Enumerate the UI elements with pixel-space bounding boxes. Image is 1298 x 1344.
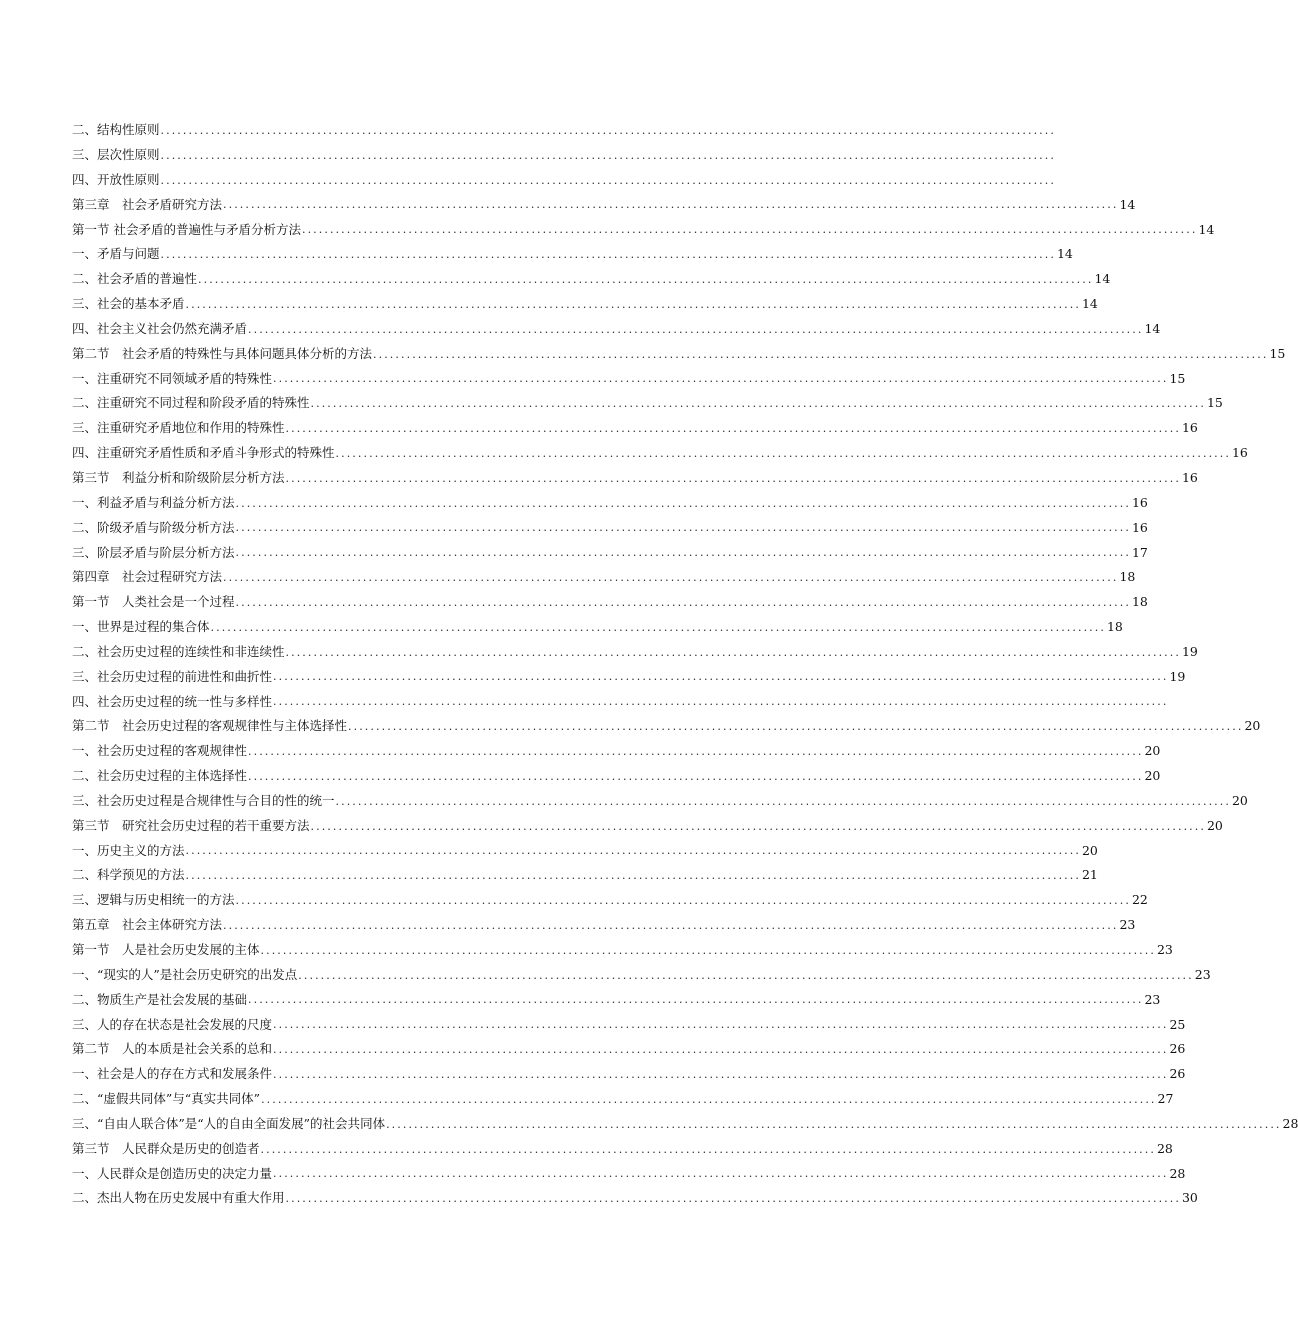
- toc-entry-page: 16: [1181, 420, 1198, 436]
- toc-entry[interactable]: [72, 317, 1161, 342]
- toc-entry-page: 23: [1119, 917, 1136, 933]
- toc-entry-page: 19: [1181, 643, 1198, 659]
- toc-entry-page: 26: [1169, 1066, 1186, 1082]
- toc-entry[interactable]: [72, 1012, 1186, 1037]
- toc-entry[interactable]: [72, 1037, 1186, 1062]
- toc-entry[interactable]: [72, 366, 1186, 391]
- dot-leader: ................................................................................................................................................................: [160, 123, 1056, 137]
- toc-entry-page: 16: [1231, 445, 1248, 461]
- dot-leader: ................................................................................................................................................................: [335, 794, 1231, 808]
- toc-entry[interactable]: [72, 242, 1073, 267]
- toc-entry-title: 第三节 研究社会历史过程的若干重要方法: [72, 817, 310, 833]
- toc-entry[interactable]: [72, 590, 1148, 615]
- toc-entry[interactable]: [72, 391, 1223, 416]
- toc-entry-title: 二、注重研究不同过程和阶段矛盾的特殊性: [72, 395, 310, 411]
- toc-entry-title: 三、层次性原则: [72, 147, 160, 163]
- toc-entry-title: 二、物质生产是社会发展的基础: [72, 991, 248, 1007]
- toc-entry[interactable]: [72, 292, 1098, 317]
- dot-leader: ................................................................................................................................................................: [273, 695, 1169, 709]
- dot-leader: ................................................................................................................................................................: [248, 993, 1144, 1007]
- toc-entry-title: 一、人民群众是创造历史的决定力量: [72, 1165, 273, 1181]
- toc-entry-title: 一、社会是人的存在方式和发展条件: [72, 1066, 273, 1082]
- dot-leader: ................................................................................................................................................................: [160, 148, 1056, 162]
- toc-entry[interactable]: [72, 888, 1148, 913]
- toc-entry[interactable]: [72, 615, 1123, 640]
- dot-leader: ................................................................................................................................................................: [285, 1192, 1181, 1206]
- toc-entry-title: 三、人的存在状态是社会发展的尺度: [72, 1016, 273, 1032]
- dot-leader: ................................................................................................................................................................: [235, 521, 1131, 535]
- dot-leader: ................................................................................................................................................................: [298, 968, 1194, 982]
- toc-entry-page: 14: [1144, 320, 1161, 336]
- toc-entry-title: 四、开放性原则: [72, 171, 160, 187]
- toc-entry[interactable]: [72, 838, 1098, 863]
- toc-entry-title: 一、矛盾与问题: [72, 246, 160, 262]
- toc-entry-page: 19: [1169, 668, 1186, 684]
- toc-entry-page: 30: [1181, 1190, 1198, 1206]
- toc-entry-page: 14: [1198, 221, 1215, 237]
- dot-leader: ................................................................................................................................................................: [235, 546, 1131, 560]
- toc-entry-title: 一、社会历史过程的客观规律性: [72, 743, 248, 759]
- toc-entry[interactable]: [72, 342, 1286, 367]
- toc-entry[interactable]: [72, 168, 1056, 193]
- toc-entry-title: 四、社会主义社会仍然充满矛盾: [72, 320, 248, 336]
- toc-entry-title: 三、社会历史过程是合规律性与合目的性的统一: [72, 792, 335, 808]
- dot-leader: ................................................................................................................................................................: [223, 571, 1119, 585]
- toc-entry[interactable]: [72, 863, 1098, 888]
- toc-entry[interactable]: [72, 466, 1198, 491]
- dot-leader: ................................................................................................................................................................: [261, 1092, 1157, 1106]
- toc-entry[interactable]: [72, 689, 1169, 714]
- toc-entry-title: 第三节 人民群众是历史的创造者: [72, 1140, 260, 1156]
- toc-entry-page: 16: [1131, 519, 1148, 535]
- toc-entry-page: 14: [1094, 271, 1111, 287]
- toc-entry-page: 20: [1231, 792, 1248, 808]
- dot-leader: ................................................................................................................................................................: [260, 1142, 1156, 1156]
- toc-entry[interactable]: [72, 267, 1111, 292]
- toc-entry-title: 第二节 社会矛盾的特殊性与具体问题具体分析的方法: [72, 345, 373, 361]
- toc-entry-title: 第五章 社会主体研究方法: [72, 917, 223, 933]
- dot-leader: ................................................................................................................................................................: [248, 322, 1144, 336]
- toc-entry[interactable]: [72, 714, 1261, 739]
- toc-entry-title: 第一节 社会矛盾的普遍性与矛盾分析方法: [72, 221, 301, 237]
- toc-entry[interactable]: [72, 118, 1056, 143]
- toc-entry-page: 20: [1144, 768, 1161, 784]
- toc-entry[interactable]: [72, 565, 1136, 590]
- toc-entry[interactable]: [72, 217, 1215, 242]
- toc-entry-title: 四、社会历史过程的统一性与多样性: [72, 693, 273, 709]
- dot-leader: ................................................................................................................................................................: [235, 894, 1131, 908]
- toc-entry[interactable]: [72, 540, 1148, 565]
- toc-entry-page: 20: [1244, 718, 1261, 734]
- toc-entry-title: 三、“自由人联合体”是“人的自由全面发展”的社会共同体: [72, 1115, 386, 1131]
- dot-leader: ................................................................................................................................................................: [285, 645, 1181, 659]
- toc-entry-page: 27: [1157, 1091, 1174, 1107]
- toc-entry-page: 14: [1119, 196, 1136, 212]
- dot-leader: ................................................................................................................................................................: [223, 198, 1119, 212]
- toc-entry-page: 28: [1282, 1115, 1298, 1131]
- toc-entry[interactable]: [72, 1137, 1173, 1162]
- toc-entry-title: 第一节 人类社会是一个过程: [72, 594, 235, 610]
- toc-entry-page: 28: [1156, 1140, 1173, 1156]
- toc-entry-page: 16: [1131, 494, 1148, 510]
- toc-entry[interactable]: [72, 441, 1248, 466]
- toc-entry[interactable]: [72, 814, 1223, 839]
- toc-entry[interactable]: [72, 193, 1136, 218]
- toc-entry-page: 23: [1194, 966, 1211, 982]
- dot-leader: ................................................................................................................................................................: [273, 1043, 1169, 1057]
- dot-leader: ................................................................................................................................................................: [185, 297, 1081, 311]
- toc-entry-page: 15: [1269, 345, 1286, 361]
- toc-entry-page: 20: [1206, 817, 1223, 833]
- dot-leader: ................................................................................................................................................................: [260, 943, 1156, 957]
- toc-entry[interactable]: [72, 1186, 1198, 1211]
- toc-entry-page: 20: [1081, 842, 1098, 858]
- dot-leader: ................................................................................................................................................................: [285, 471, 1181, 485]
- toc-entry-title: 三、社会历史过程的前进性和曲折性: [72, 668, 273, 684]
- toc-entry-title: 三、社会的基本矛盾: [72, 296, 185, 312]
- toc-entry-title: 三、阶层矛盾与阶层分析方法: [72, 544, 235, 560]
- toc-entry-page: 15: [1169, 370, 1186, 386]
- toc-entry[interactable]: [72, 938, 1173, 963]
- dot-leader: ................................................................................................................................................................: [273, 1067, 1169, 1081]
- toc-entry[interactable]: [72, 988, 1161, 1013]
- toc-entry-page: 21: [1081, 867, 1098, 883]
- dot-leader: ................................................................................................................................................................: [285, 422, 1181, 436]
- toc-entry-title: 第一节 人是社会历史发展的主体: [72, 942, 260, 958]
- toc-entry[interactable]: [72, 516, 1148, 541]
- dot-leader: ................................................................................................................................................................: [273, 670, 1169, 684]
- toc-entry[interactable]: [72, 764, 1161, 789]
- dot-leader: ................................................................................................................................................................: [386, 1117, 1282, 1131]
- dot-leader: ................................................................................................................................................................: [310, 397, 1206, 411]
- toc-entry-title: 第三章 社会矛盾研究方法: [72, 196, 223, 212]
- dot-leader: ................................................................................................................................................................: [273, 1167, 1169, 1181]
- dot-leader: ................................................................................................................................................................: [348, 720, 1244, 734]
- toc-entry-title: 二、杰出人物在历史发展中有重大作用: [72, 1190, 285, 1206]
- dot-leader: ................................................................................................................................................................: [310, 819, 1206, 833]
- toc-entry-page: 23: [1144, 991, 1161, 1007]
- toc-entry[interactable]: [72, 913, 1136, 938]
- toc-entry-title: 一、注重研究不同领域矛盾的特殊性: [72, 370, 273, 386]
- toc-entry-title: 三、逻辑与历史相统一的方法: [72, 892, 235, 908]
- toc-entry[interactable]: [72, 1087, 1174, 1112]
- toc-entry[interactable]: [72, 416, 1198, 441]
- dot-leader: ................................................................................................................................................................: [185, 869, 1081, 883]
- toc-entry[interactable]: [72, 739, 1161, 764]
- toc-entry-page: 18: [1106, 619, 1123, 635]
- toc-entry-page: 25: [1169, 1016, 1186, 1032]
- toc-entry-page: 18: [1131, 594, 1148, 610]
- toc-entry-title: 二、科学预见的方法: [72, 867, 185, 883]
- toc-entry-page: 14: [1081, 296, 1098, 312]
- toc-entry-page: 17: [1131, 544, 1148, 560]
- dot-leader: ................................................................................................................................................................: [273, 1018, 1169, 1032]
- toc-entry-title: 第四章 社会过程研究方法: [72, 569, 223, 585]
- toc-entry-title: 第二节 社会历史过程的客观规律性与主体选择性: [72, 718, 348, 734]
- dot-leader: ................................................................................................................................................................: [248, 745, 1144, 759]
- dot-leader: ................................................................................................................................................................: [160, 173, 1056, 187]
- toc-entry-title: 一、历史主义的方法: [72, 842, 185, 858]
- toc-entry-title: 第三节 利益分析和阶级阶层分析方法: [72, 469, 285, 485]
- dot-leader: ................................................................................................................................................................: [185, 844, 1081, 858]
- toc-entry-page: 26: [1169, 1041, 1186, 1057]
- toc-entry[interactable]: [72, 640, 1198, 665]
- dot-leader: ................................................................................................................................................................: [160, 248, 1056, 262]
- toc-entry[interactable]: [72, 789, 1248, 814]
- dot-leader: ................................................................................................................................................................: [301, 223, 1198, 237]
- toc-entry-page: 22: [1131, 892, 1148, 908]
- toc-entry[interactable]: [72, 963, 1211, 988]
- toc-entry-title: 一、“现实的人”是社会历史研究的出发点: [72, 966, 298, 982]
- toc-entry-title: 二、社会矛盾的普遍性: [72, 271, 198, 287]
- toc-entry-page: 14: [1056, 246, 1073, 262]
- table-of-contents: [72, 118, 1298, 1211]
- dot-leader: ................................................................................................................................................................: [210, 620, 1106, 634]
- toc-entry-title: 三、注重研究矛盾地位和作用的特殊性: [72, 420, 285, 436]
- dot-leader: ................................................................................................................................................................: [235, 496, 1131, 510]
- toc-entry-title: 一、利益矛盾与利益分析方法: [72, 494, 235, 510]
- toc-entry-title: 第二节 人的本质是社会关系的总和: [72, 1041, 273, 1057]
- toc-entry-title: 四、注重研究矛盾性质和矛盾斗争形式的特殊性: [72, 445, 335, 461]
- toc-entry[interactable]: [72, 1161, 1186, 1186]
- dot-leader: ................................................................................................................................................................: [223, 918, 1119, 932]
- toc-entry-title: 二、“虚假共同体”与“真实共同体”: [72, 1091, 261, 1107]
- toc-entry[interactable]: [72, 665, 1186, 690]
- toc-entry-page: 20: [1144, 743, 1161, 759]
- toc-entry-title: 二、结构性原则: [72, 122, 160, 138]
- toc-entry-page: 15: [1206, 395, 1223, 411]
- toc-entry[interactable]: [72, 1112, 1298, 1137]
- dot-leader: ................................................................................................................................................................: [248, 769, 1144, 783]
- toc-entry-page: 28: [1169, 1165, 1186, 1181]
- dot-leader: ................................................................................................................................................................: [373, 347, 1269, 361]
- toc-entry[interactable]: [72, 491, 1148, 516]
- toc-entry-page: 18: [1119, 569, 1136, 585]
- toc-entry-title: 二、社会历史过程的连续性和非连续性: [72, 643, 285, 659]
- dot-leader: ................................................................................................................................................................: [235, 595, 1131, 609]
- toc-entry-page: 16: [1181, 469, 1198, 485]
- toc-entry-page: 23: [1156, 942, 1173, 958]
- toc-entry-title: 二、社会历史过程的主体选择性: [72, 768, 248, 784]
- toc-entry[interactable]: [72, 1062, 1186, 1087]
- dot-leader: ................................................................................................................................................................: [273, 372, 1169, 386]
- dot-leader: ................................................................................................................................................................: [198, 272, 1094, 286]
- toc-entry[interactable]: [72, 143, 1056, 168]
- dot-leader: ................................................................................................................................................................: [335, 446, 1231, 460]
- toc-entry-title: 一、世界是过程的集合体: [72, 619, 210, 635]
- toc-entry-title: 二、阶级矛盾与阶级分析方法: [72, 519, 235, 535]
